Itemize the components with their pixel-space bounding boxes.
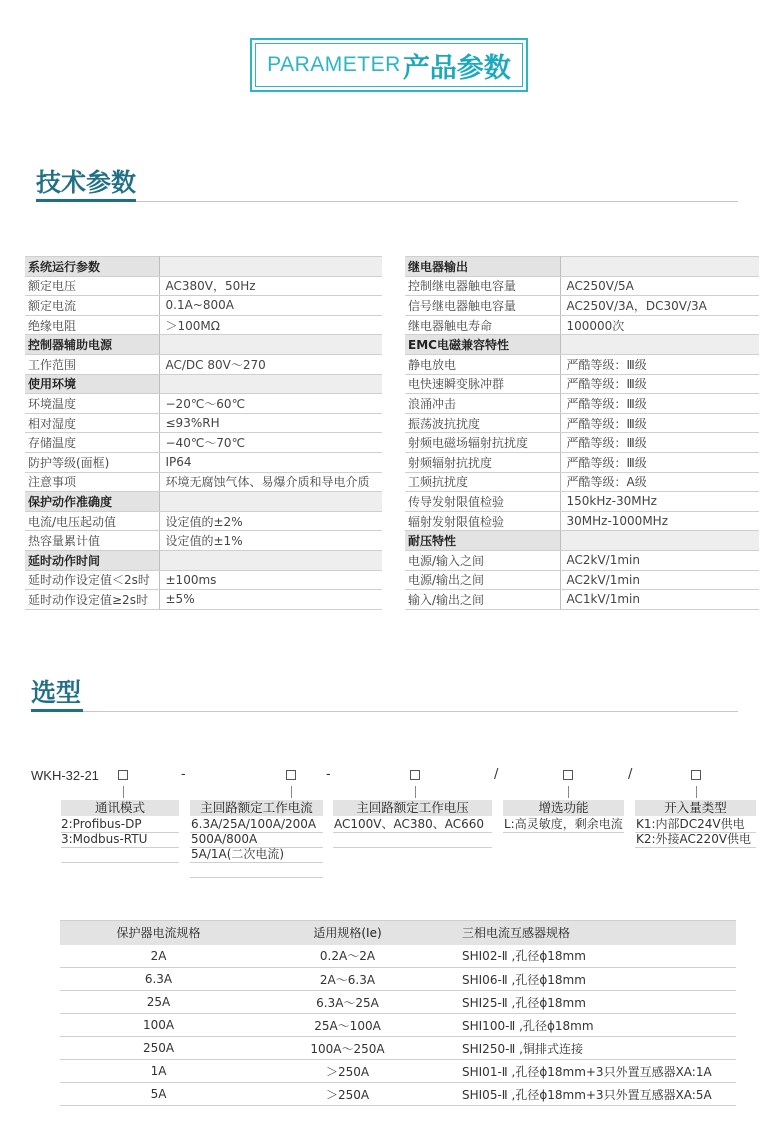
param-row [25,354,382,374]
param-value: AC2kV/1min [560,570,759,590]
param-value [560,531,759,551]
param-value [159,257,382,277]
param-row [25,511,382,531]
separator-slash: / [628,767,633,782]
param-row [405,354,759,374]
group-item: 2:Profibus-DP [61,817,142,831]
group-item: 6.3A/25A/100A/200A [191,817,317,831]
param-label: 注意事项 [25,472,159,492]
placeholder-box-current [286,770,296,780]
param-row [25,315,382,335]
param-value: 严酷等级：Ⅲ级 [560,452,759,472]
param-row [405,570,759,590]
model-code-label: WKH-32-21 [31,768,99,783]
connector-tick [568,786,569,798]
param-label: 工作范围 [25,354,159,374]
table-row [60,1083,736,1106]
table-row [60,1014,736,1037]
group-row-line [61,862,179,863]
param-value [560,257,759,277]
param-label: 输入/输出之间 [405,590,560,610]
param-row [25,296,382,316]
param-group-header-row [405,257,759,277]
param-row [405,452,759,472]
param-value: 严酷等级：Ⅲ级 [560,394,759,414]
param-label: 电流/电压起动值 [25,511,159,531]
param-group-header-row [25,374,382,394]
param-value [560,335,759,355]
spec-cell-applicable-range: 0.2A～2A [257,945,438,968]
param-value: 严酷等级：Ⅲ级 [560,374,759,394]
param-row [25,276,382,296]
relay-emc-params-table [405,256,759,610]
param-label: 静电放电 [405,354,560,374]
placeholder-box-function [563,770,573,780]
param-value: 环境无腐蚀气体、易爆介质和导电介质 [159,472,382,492]
param-value: ±5% [159,590,382,610]
spec-cell-protector-current: 5A [60,1083,257,1106]
param-row [405,374,759,394]
param-value: 0.1A~800A [159,296,382,316]
param-label: 电源/输出之间 [405,570,560,590]
connector-tick [291,786,292,798]
table-row [60,1037,736,1060]
param-value: 30MHz-1000MHz [560,511,759,531]
spec-cell-transformer-spec: SHI01-Ⅱ ,孔径ϕ18mm+3只外置互感器XA:1A [438,1060,736,1083]
param-value [159,550,382,570]
param-value: ＞100MΩ [159,315,382,335]
spec-cell-transformer-spec: SHI25-Ⅱ ,孔径ϕ18mm [438,991,736,1014]
group-header-main-current: 主回路额定工作电流 [190,800,323,816]
param-label: 耐压特性 [405,531,560,551]
table-row [60,1060,736,1083]
separator-slash: / [494,767,499,782]
param-value: 严酷等级：Ⅲ级 [560,413,759,433]
param-value: IP64 [159,452,382,472]
system-params-table [25,256,382,610]
param-value [159,374,382,394]
group-header-main-voltage: 主回路额定工作电压 [333,800,492,816]
spec-cell-protector-current: 25A [60,991,257,1014]
param-label: 延时动作设定值＜2s时 [25,570,159,590]
param-label: 电快速瞬变脉冲群 [405,374,560,394]
section-divider [31,711,738,712]
spec-cell-transformer-spec: SHI02-Ⅱ ,孔径ϕ18mm [438,945,736,968]
banner-inner-frame [255,43,523,87]
param-value: 100000次 [560,315,759,335]
param-label: 绝缘电阻 [25,315,159,335]
param-label: 存储温度 [25,433,159,453]
group-item: 500A/800A [191,832,258,846]
param-value: 严酷等级：Ⅲ级 [560,433,759,453]
param-row [405,394,759,414]
param-label: 工频抗扰度 [405,472,560,492]
param-value: 设定值的±2% [159,511,382,531]
param-label: 额定电流 [25,296,159,316]
param-row [25,570,382,590]
group-header-extra-function: 增选功能 [503,800,624,816]
param-row [25,531,382,551]
spec-header-protector-current: 保护器电流规格 [60,921,257,945]
param-value: AC1kV/1min [560,590,759,610]
group-item: L:高灵敏度，剩余电流 [504,817,623,831]
param-label: 延时动作设定值≥2s时 [25,590,159,610]
param-label: 延时动作时间 [25,550,159,570]
param-row [405,296,759,316]
spec-cell-protector-current: 1A [60,1060,257,1083]
param-label: 辐射发射限值检验 [405,511,560,531]
param-value: AC250V/5A [560,276,759,296]
separator-dash: - [181,767,186,782]
param-value: AC/DC 80V～270 [159,354,382,374]
param-label: 使用环境 [25,374,159,394]
spec-cell-protector-current: 100A [60,1014,257,1037]
separator-dash: - [326,767,331,782]
param-row [25,452,382,472]
param-row [405,511,759,531]
group-item: K1:内部DC24V供电 [636,817,745,831]
param-row [405,590,759,610]
spec-cell-applicable-range: 6.3A～25A [257,991,438,1014]
param-value: ≤93%RH [159,413,382,433]
group-row-line [503,832,624,833]
param-label: 相对湿度 [25,413,159,433]
spec-cell-applicable-range: 25A～100A [257,1014,438,1037]
param-row [405,550,759,570]
group-header-input-type: 开入量类型 [635,800,756,816]
param-value [159,335,382,355]
param-label: 保护动作准确度 [25,492,159,512]
param-group-header-row [25,550,382,570]
table-row [60,968,736,991]
connector-tick [123,786,124,798]
group-item: AC100V、AC380、AC660 [334,817,485,831]
param-label: 信号继电器触电容量 [405,296,560,316]
group-row-line [190,877,323,878]
spec-cell-transformer-spec: SHI100-Ⅱ ,孔径ϕ18mm [438,1014,736,1037]
group-header-comm-mode: 通讯模式 [61,800,179,816]
spec-selection-table [60,920,736,1106]
param-value: AC380V，50Hz [159,276,382,296]
param-group-header-row [405,531,759,551]
param-value: AC250V/3A，DC30V/3A [560,296,759,316]
connector-tick [696,786,697,798]
param-value [159,492,382,512]
param-label: 继电器输出 [405,257,560,277]
spec-cell-protector-current: 250A [60,1037,257,1060]
param-label: 额定电压 [25,276,159,296]
group-row-line [635,847,756,848]
param-row [405,413,759,433]
spec-cell-applicable-range: ＞250A [257,1060,438,1083]
param-value: 设定值的±1% [159,531,382,551]
group-item: K2:外接AC220V供电 [636,832,752,846]
spec-cell-applicable-range: 100A～250A [257,1037,438,1060]
param-label: 环境温度 [25,394,159,414]
spec-cell-transformer-spec: SHI05-Ⅱ ,孔径ϕ18mm+3只外置互感器XA:5A [438,1083,736,1106]
param-label: 控制器辅助电源 [25,335,159,355]
param-label: EMC电磁兼容特性 [405,335,560,355]
table-row [60,945,736,968]
param-label: 射频辐射抗扰度 [405,452,560,472]
param-row [25,413,382,433]
spec-cell-protector-current: 6.3A [60,968,257,991]
spec-cell-applicable-range: 2A～6.3A [257,968,438,991]
spec-header-transformer-spec: 三相电流互感器规格 [438,921,736,945]
spec-header-applicable-range: 适用规格(Ie) [257,921,438,945]
banner-chinese-title: 产品参数 [402,52,511,84]
param-row [405,433,759,453]
group-row-line [61,847,179,848]
spec-cell-transformer-spec: SHI250-Ⅱ ,铜排式连接 [438,1037,736,1060]
placeholder-box-input [691,770,701,780]
section-title-selection: 选型 [31,678,82,707]
group-row-line [333,847,492,848]
group-row-line [333,832,492,833]
section-divider [36,201,738,202]
param-group-header-row [25,335,382,355]
param-value: AC2kV/1min [560,550,759,570]
param-label: 热容量累计值 [25,531,159,551]
param-label: 防护等级(面框) [25,452,159,472]
section-divider-accent [36,199,136,202]
param-label: 传导发射限值检验 [405,492,560,512]
param-label: 射频电磁场辐射抗扰度 [405,433,560,453]
param-label: 电源/输入之间 [405,550,560,570]
group-item: 5A/1A(二次电流) [191,847,285,861]
param-row [25,394,382,414]
param-group-header-row [25,492,382,512]
param-value: ±100ms [159,570,382,590]
table-row [60,991,736,1014]
param-value: −40℃～70℃ [159,433,382,453]
placeholder-box-comm [118,770,128,780]
banner-english-title: PARAMETER [267,53,401,76]
param-label: 振荡波抗扰度 [405,413,560,433]
group-item: 3:Modbus-RTU [61,832,148,846]
param-value: 严酷等级：Ⅲ级 [560,354,759,374]
param-row [405,492,759,512]
param-label: 浪涌冲击 [405,394,560,414]
spec-cell-protector-current: 2A [60,945,257,968]
param-value: 严酷等级：A级 [560,472,759,492]
param-group-header-row [405,335,759,355]
param-label: 系统运行参数 [25,257,159,277]
param-group-header-row [25,257,382,277]
spec-cell-transformer-spec: SHI06-Ⅱ ,孔径ϕ18mm [438,968,736,991]
spec-cell-applicable-range: ＞250A [257,1083,438,1106]
param-row [25,433,382,453]
param-row [25,472,382,492]
param-value: 150kHz-30MHz [560,492,759,512]
param-row [405,276,759,296]
group-row-line [190,862,323,863]
parameter-banner [250,38,528,92]
section-title-tech-params: 技术参数 [36,168,137,197]
param-value: −20℃～60℃ [159,394,382,414]
section-divider-accent [31,709,83,712]
placeholder-box-voltage [410,770,420,780]
param-row [25,590,382,610]
connector-tick [415,786,416,798]
param-label: 控制继电器触电容量 [405,276,560,296]
param-row [405,315,759,335]
param-row [405,472,759,492]
param-label: 继电器触电寿命 [405,315,560,335]
